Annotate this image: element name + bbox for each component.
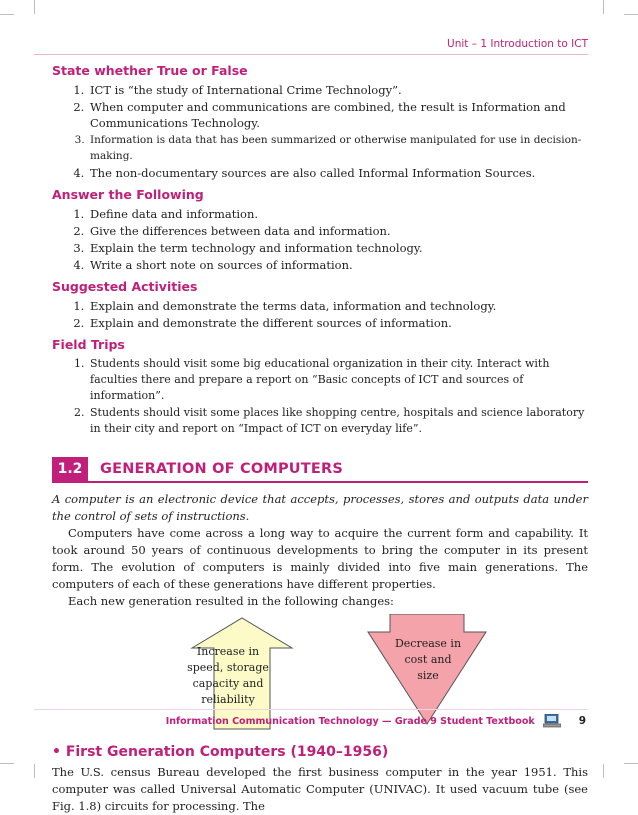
crop-mark <box>0 14 14 15</box>
up-arrow-label: Increase in speed, storage capacity and reliability <box>187 645 269 706</box>
crop-mark <box>603 764 604 778</box>
page-number: 9 <box>578 715 586 727</box>
definition-paragraph: A computer is an electronic device that accepts, processes, stores and outputs data under the control of sets of instructions. <box>52 492 588 523</box>
section-number: 1.2 <box>52 457 88 481</box>
list-item: 4. Write a short note on sources of information. <box>88 257 588 273</box>
page-content <box>52 60 588 815</box>
crop-mark <box>0 763 14 764</box>
footer-divider <box>34 709 588 710</box>
crop-mark <box>624 14 638 15</box>
true-false-list <box>52 82 588 181</box>
activities-section <box>52 279 588 331</box>
list-item: 2. Explain and demonstrate the different sources of information. <box>88 315 588 331</box>
section-title: GENERATION OF COMPUTERS <box>100 461 343 477</box>
field-trips-section <box>52 337 588 437</box>
list-item: 1. Students should visit some big educational organization in their city. Interact with faculties there and prepare a report on “Basic concepts of ICT and sources of information”. <box>88 356 588 404</box>
book-title: Information Communication Technology — Grade 9 Student Textbook <box>165 715 535 727</box>
section-heading: Answer the Following <box>52 187 204 202</box>
crop-mark <box>624 763 638 764</box>
list-item: 2. When computer and communications are combined, the result is Information and Communications Technology. <box>88 99 588 131</box>
answer-section <box>52 187 588 273</box>
list-item: 3. Explain the term technology and information technology. <box>88 240 588 256</box>
crop-mark <box>603 0 604 14</box>
first-generation-heading: • First Generation Computers (1940–1956) <box>52 744 389 760</box>
body-paragraph: The U.S. census Bureau developed the first business computer in the year 1951. This computer was called Universal Automatic Computer (UNIVAC). It used vacuum tube (see Fig. 1.8) circuits for processing. The <box>52 765 588 813</box>
body-paragraph: Each new generation resulted in the following changes: <box>68 594 394 608</box>
running-header: Unit – 1 Introduction to ICT <box>447 38 588 50</box>
page-footer <box>166 714 586 728</box>
list-item: 2. Students should visit some places like shopping centre, hospitals and science laboratory in their city and report on “Impact of ICT on everyday life”. <box>88 405 588 437</box>
computer-icon <box>543 714 561 728</box>
header-divider <box>34 54 588 55</box>
list-item: 1. ICT is “the study of International Crime Technology”. <box>88 82 588 98</box>
list-item: 1. Explain and demonstrate the terms data, information and technology. <box>88 298 588 314</box>
list-item: 3. Information is data that has been summarized or otherwise manipulated for use in decision-making. <box>88 132 588 164</box>
list-item: 2. Give the differences between data and information. <box>88 223 588 239</box>
crop-mark <box>34 0 35 14</box>
activities-list <box>52 298 588 331</box>
list-item: 4. The non-documentary sources are also called Informal Information Sources. <box>88 165 588 181</box>
list-item: 1. Define data and information. <box>88 206 588 222</box>
answer-list <box>52 206 588 273</box>
section-band <box>52 457 588 483</box>
true-false-section <box>52 63 588 181</box>
section-heading: Field Trips <box>52 337 125 352</box>
crop-mark <box>34 764 35 778</box>
section-heading: Suggested Activities <box>52 279 198 294</box>
body-paragraph: Computers have come across a long way to acquire the current form and capability. It took around 50 years of continuous developments to bring the computer in its present form. The evolution of computers is mainly divided into five main generations. The computers of each of these generations have different properties. <box>52 526 588 591</box>
field-trips-list <box>52 356 588 437</box>
down-arrow-label: Decrease in cost and size <box>394 637 462 682</box>
section-heading: State whether True or False <box>52 63 248 78</box>
